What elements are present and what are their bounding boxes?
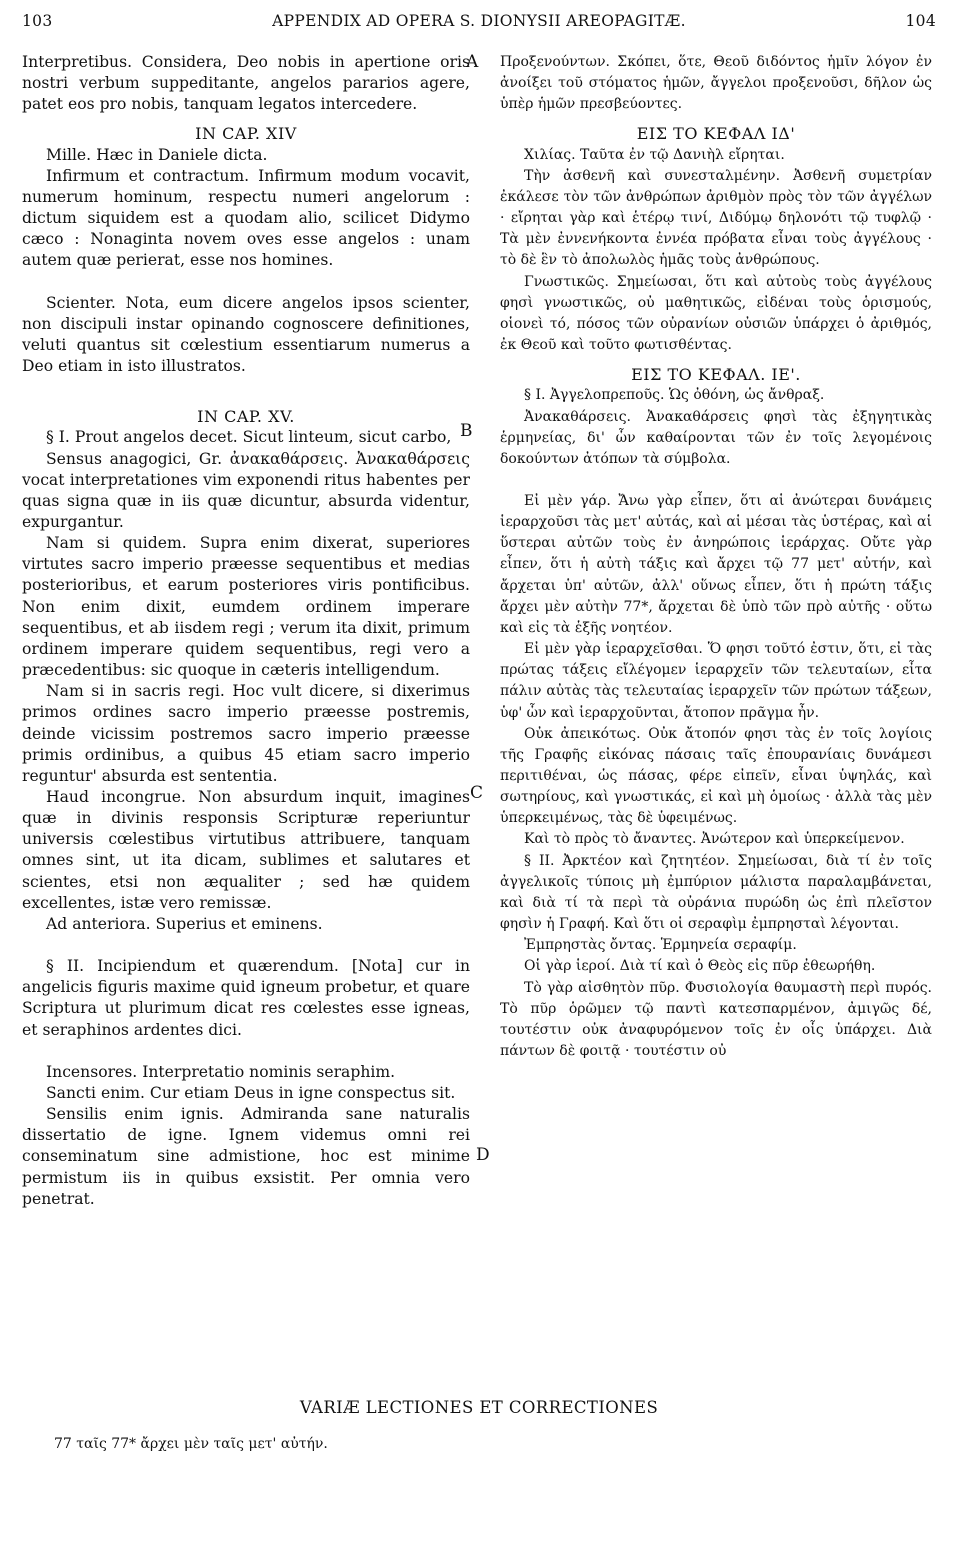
greek-paragraph: Τὴν ἀσθενῆ καὶ συνεσταλμένην. Ἀσθενῆ συμετρίαν ἐκάλεσε τὸν τῶν ἀνθρώπων ἀριθμὸν πρὸς τὸν τῶν ἀγγέλων · εἴρηται γὰρ καὶ ἑτέρῳ τινί, Διδύμῳ δηλονότι τῷ τυφλῷ · Τὰ μὲν ἐννενήκοντα ἐννέα πρόβατα εἶναι τοὺς ἀγγέλους · τὸ δὲ ἓν τὸ ἀπολωλὸς ἡμᾶς τοὺς ἀνθρώπους. <box>500 167 932 269</box>
latin-paragraph: Nam si quidem. Supra enim dixerat, superiores virtutes sacro imperio præesse sequentibus et medias posterioribus, et earum posteriores viris pontificibus. Non enim dixit, eumdem ordinem imperare sequentibus, et ab iisdem regi ; verum ita dixit, primum ordinem imperare quidem sequentibus, regi vero a præcedentibus: sic quoque in cæteris intelligendum. <box>22 534 470 680</box>
page-number-right: 104 <box>905 12 936 30</box>
variant-note: 77 ταῖς 77* ἄρχει μὲν ταῖς μετ' αὐτήν. <box>54 1436 328 1452</box>
greek-paragraph: § II. Ἀρκτέον καὶ ζητητέον. Σημείωσαι, διὰ τί ἐν τοῖς ἀγγελικοῖς τύποις μὴ ἐμπύριον μάλιστα παραλαμβάνεται, καὶ διὰ τί τὰ περὶ τὰ οὐράνια πυρώδη ὡς ἐπὶ πλεῖστον φησὶν ἡ Γραφή. Καὶ ὅτι οἱ σεραφὶμ ἐμπρησταὶ λέγονται. <box>500 852 932 933</box>
latin-paragraph: Nam si in sacris regi. Hoc vult dicere, si dixerimus primos ordines sacro imperio præesse postremis, deinde vicissim postremos sacro imperio præesse primis ordinibus, a quibus 45 etiam sacro imperio reguntur' absurda est sententia. <box>22 682 470 785</box>
greek-chapter-heading: ΕΙΣ ΤΟ ΚΕΦΑΛ ΙΔ' <box>636 124 796 144</box>
variae-lectiones-heading: VARIÆ LECTIONES ET CORRECTIONES <box>299 1398 659 1417</box>
greek-paragraph: Οἱ γὰρ ἱεροί. Διὰ τί καὶ ὁ Θεὸς εἰς πῦρ ἐθεωρήθη. <box>524 958 876 975</box>
greek-chapter-heading: ΕΙΣ ΤΟ ΚΕΦΑΛ. ΙΕ'. <box>631 365 801 385</box>
latin-paragraph: Ad anteriora. Superius et eminens. <box>46 914 323 933</box>
latin-paragraph: § I. Prout angelos decet. Sicut linteum, sicut carbo, <box>46 428 452 447</box>
greek-paragraph: Ἀνακαθάρσεις. Ἀνακαθάρσεις φησὶ τὰς ἐξηγητικὰς ἑρμηνείας, δι' ὧν καθαίρονται τῶν ἐν τοῖς λεγομένοις δοκούντων ἀτόπων τὰ σύμβολα. <box>500 408 932 467</box>
latin-paragraph: Haud incongrue. Non absurdum inquit, imagines quæ in divinis responsis Scripturæ reperiuntur universis cœlestibus virtutibus attribuere, tanquam omnes sint, ut ita dicam, sublimes et salutares et scientes, etsi non æqualiter ; sed hæ quidem excellentes, istæ vero remissæ. <box>22 788 470 912</box>
greek-paragraph: Προξενούντων. Σκόπει, ὅτε, Θεοῦ διδόντος ἡμῖν λόγον ἐν ἀνοίξει τοῦ στόματος ἡμῶν, ἄγγελοι προξενοῦσι, δῆλον ὡς ὑπὲρ ἡμῶν πρεσβεύοντες. <box>500 54 932 113</box>
greek-paragraph: Εἰ μὲν γάρ. Ἄνω γὰρ εἶπεν, ὅτι αἱ ἀνώτεραι δυνάμεις ἱεραρχοῦσι τὰς μετ' αὐτάς, καὶ αἱ μέσαι τὰς ὑστέρας, καὶ αἱ ὕστεραι αὐτῶν τοὺς ἐν ἀνηρώποις ἱεράρχας. Οὔτε γὰρ εἶπεν, ὅτι ἡ αὐτὴ τάξις καὶ ἄρχει τῷ 77 μετ' αὐτήν, καὶ ἄρχεται ὑπ' αὐτῶν, ἀλλ' οὕνως εἶπεν, ὅτι ἡ πρώτη τάξις ἄρχει μὲν αὐτὴν 77*, ἄρχεται δὲ ὑπὸ τῶν πρὸ αὐτῆς · οὕτω καὶ εἰς τὰ ἑξῆς νοητέον. <box>500 492 932 636</box>
greek-paragraph: Γνωστικῶς. Σημείωσαι, ὅτι καὶ αὐτοὺς τοὺς ἀγγέλους φησὶ γνωστικῶς, οὐ μαθητικῶς, εἰδέναι τοὺς ὁρισμούς, οἱονεὶ τό, πόσος τῶν οὐρανίων οὐσιῶν ὑπάρχει ὁ ἀριθμός, ἐκ Θεοῦ καὶ τοῦτο φωτισθέντας. <box>500 273 932 354</box>
running-title: APPENDIX AD OPERA S. DIONYSII AREOPAGITÆ. <box>272 12 686 30</box>
latin-paragraph: Incensores. Interpretatio nominis seraphim. <box>46 1062 396 1081</box>
latin-column <box>22 52 470 1210</box>
greek-paragraph: Οὐκ ἀπεικότως. Οὐκ ἄτοπόν φησι τὰς ἐν τοῖς λογίοις τῆς Γραφῆς εἰκόνας πάσαις ταῖς ἐπουρανίαις δυνάμεσι περιτιθέναι, ὡς πάσας, φέρε εἰπεῖν, εἶναι ὑψηλάς, καὶ σωτηρίους, καὶ γνωστικάς, εἰ καὶ μὴ ὁμοίως · ἀλλὰ τὰς μὲν ὑπερκειμένως, τὰς δὲ ὑφειμένως. <box>500 725 932 827</box>
latin-paragraph: Infirmum et contractum. Infirmum modum vocavit, numerum hominum, respectu numeri angelorum : dictum siquidem est a quodam alio, scilicet Didymo cæco : Nonaginta novem oves esse angelos : unam autem quæ perierat, esse nos homines. <box>22 166 470 270</box>
latin-paragraph: § II. Incipiendum et quærendum. [Nota] cur in angelicis figuris maxime quid igneum probetur, et quare Scriptura ut plurimum dicat res cœlestes esse igneas, et seraphinos ardentes dici. <box>22 957 470 1039</box>
greek-paragraph: § I. Ἀγγελοπρεποῦς. Ὡς ὀθόνη, ὡς ἄνθραξ. <box>524 387 825 404</box>
latin-paragraph: Scienter. Nota, eum dicere angelos ipsos scienter, non discipuli instar opinando cognoscere definitiones, veluti quantus sit cœlestium essentiarum numerus a Deo etiam in isto illustratos. <box>22 293 470 376</box>
greek-paragraph: Εἰ μὲν γὰρ ἱεραρχεῖσθαι. Ὅ φησι τοῦτό ἐστιν, ὅτι, εἰ τὰς πρώτας τάξεις εἴλέγομεν ἱεραρχεῖν τῶν τελευταίων, εἶτα πάλιν αὐτὰς τὰς τελευταίας ἱεραρχεῖν τῶν πρώτων τάξεων, ὑφ' ὧν καὶ ἱεραρχοῦνται, ἄτοπον πρᾶγμα ἦν. <box>500 641 932 721</box>
greek-column <box>500 52 932 1062</box>
latin-chapter-heading: IN CAP. XIV <box>195 124 297 144</box>
latin-paragraph: Interpretibus. Considera, Deo nobis in apertione oris nostri verbum suppeditante, angelos pararios agere, patet eos pro nobis, tanquam legatos intercedere. <box>22 53 470 114</box>
margin-marker-a: A <box>466 52 479 72</box>
greek-paragraph: Καὶ τὸ πρὸς τὸ ἄναντες. Ἀνώτερον καὶ ὑπερκείμενον. <box>524 831 905 848</box>
greek-paragraph: Τὸ γὰρ αἰσθητὸν πῦρ. Φυσιολογία θαυμαστὴ περὶ πυρός. Τὸ πῦρ ὁρῶμεν τῷ παντὶ κατεσπαρμένον, ἀμιγῶς δέ, τουτέστιν οὐκ ἀναφυρόμενον τοῖς ἐν οἷς ὑπάρχει. Διὰ πάντων δὲ φοιτᾷ · τουτέστιν οὐ <box>500 979 932 1060</box>
margin-marker-c: C <box>470 783 484 803</box>
latin-paragraph: Sancti enim. Cur etiam Deus in igne conspectus sit. <box>46 1083 456 1102</box>
margin-marker-d: D <box>476 1145 490 1165</box>
latin-paragraph: Sensilis enim ignis. Admiranda sane naturalis dissertatio de igne. Ignem videmus omni rei conseminatum sine admistione, hoc est minime permistum iis in quibus exsistit. Per omnia vero penetrat. <box>22 1105 470 1208</box>
latin-paragraph: Sensus anagogici, Gr. ἀνακαθάρσεις. Ἀνακαθάρσεις vocat interpretationes vim exponendi ritus habentes per quas signa quæ in iis quæ dicuntur, absurda videntur, expurgantur. <box>22 449 470 531</box>
greek-paragraph: Ἐμπρηστὰς ὄντας. Ἑρμηνεία σεραφίμ. <box>524 937 797 954</box>
greek-paragraph: Χιλίας. Ταῦτα ἐν τῷ Δανιὴλ εἴρηται. <box>524 146 785 163</box>
running-header <box>22 12 936 34</box>
latin-chapter-heading: IN CAP. XV. <box>197 407 295 427</box>
latin-paragraph: Mille. Hæc in Daniele dicta. <box>46 145 268 164</box>
margin-marker-b: B <box>460 421 473 441</box>
page-number-left: 103 <box>22 12 53 30</box>
